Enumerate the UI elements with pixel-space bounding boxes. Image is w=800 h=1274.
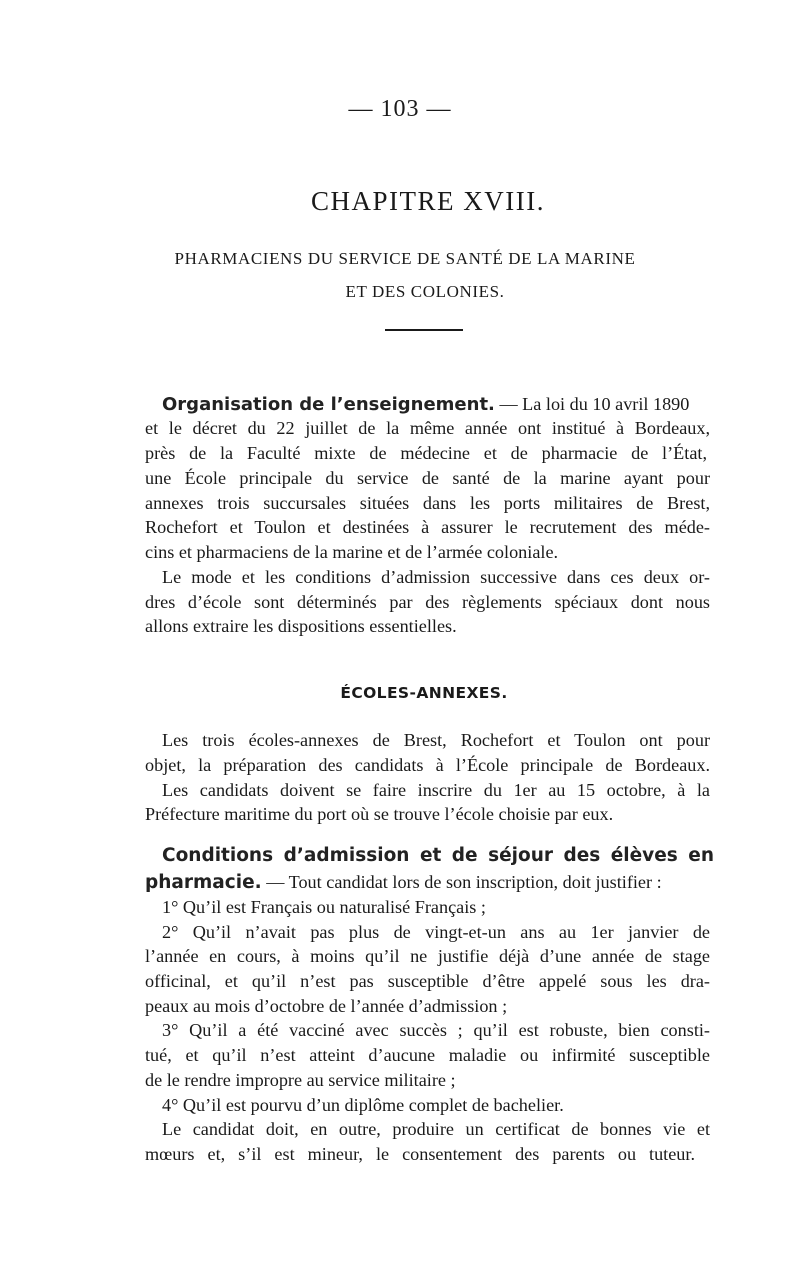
section3-first-line xyxy=(145,870,662,895)
chapter-subtitle-line-2: ET DES COLONIES. xyxy=(345,282,505,301)
section2-line-2: Les candidats doivent se faire inscrire du 1er au 15 octobre, à la xyxy=(162,780,710,800)
section3-line-7: tué, et qu’il n’est atteint d’aucune maladie ou infirmité susceptible xyxy=(145,1045,710,1065)
section3-heading-line-2: pharmacie. xyxy=(145,872,262,893)
section3-line-5: peaux au mois d’octobre de l’année d’admission ; xyxy=(145,996,508,1016)
section1-line-8: dres d’école sont déterminés par des règlements spéciaux dont nous xyxy=(145,592,710,612)
section3-heading-line-1: Conditions d’admission et de séjour des élèves en xyxy=(162,845,714,866)
section1-line-3: une École principale du service de santé de la marine ayant pour xyxy=(145,468,710,488)
section2-line-3: Préfecture maritime du port où se trouve l’école choisie par eux. xyxy=(145,804,614,824)
section3-line-10: Le candidat doit, en outre, produire un certificat de bonnes vie et xyxy=(162,1119,710,1139)
section1-line-4: annexes trois succursales situées dans les ports militaires de Brest, xyxy=(145,493,710,513)
section3-line-1: 1° Qu’il est Français ou naturalisé Français ; xyxy=(162,897,486,917)
section3-line-8: de le rendre impropre au service militaire ; xyxy=(145,1070,456,1090)
section2-heading: ÉCOLES-ANNEXES. xyxy=(340,684,508,702)
chapter-title: CHAPITRE XVIII. xyxy=(311,186,545,216)
chapter-subtitle-line-1: PHARMACIENS DU SERVICE DE SANTÉ DE LA MARINE xyxy=(174,249,636,268)
section1-line-2: près de la Faculté mixte de médecine et de pharmacie de l’État, xyxy=(145,443,707,463)
section3-line-9: 4° Qu’il est pourvu d’un diplôme complet de bachelier. xyxy=(162,1095,564,1115)
section1-line-5: Rochefort et Toulon et destinées à assurer le recrutement des méde- xyxy=(145,517,710,537)
section1-line-1: et le décret du 22 juillet de la même année ont institué à Bordeaux, xyxy=(145,418,710,438)
section1-line-7: Le mode et les conditions d’admission successive dans ces deux or- xyxy=(162,567,710,587)
section1-heading: Organisation de l’enseignement. xyxy=(162,394,495,415)
section3-line-2: 2° Qu’il n’avait pas plus de vingt-et-un ans au 1er janvier de xyxy=(162,922,710,942)
section1-first-line xyxy=(162,392,689,417)
section3-line-11: mœurs et, s’il est mineur, le consentement des parents ou tuteur. xyxy=(145,1144,695,1164)
title-divider xyxy=(385,329,463,331)
section1-line-6: cins et pharmaciens de la marine et de l’armée coloniale. xyxy=(145,542,559,562)
page-number: — 103 — xyxy=(348,96,452,122)
section3-line-3: l’année en cours, à moins qu’il ne justifie déjà d’une année de stage xyxy=(145,946,710,966)
section2-line-1: objet, la préparation des candidats à l’École principale de Bordeaux. xyxy=(145,755,710,775)
section3-line-0: — Tout candidat lors de son inscription, doit justifier : xyxy=(266,872,662,892)
section2-line-0: Les trois écoles-annexes de Brest, Rochefort et Toulon ont pour xyxy=(162,730,710,750)
section1-line-0: — La loi du 10 avril 1890 xyxy=(499,394,690,414)
section3-line-6: 3° Qu’il a été vacciné avec succès ; qu’il est robuste, bien consti- xyxy=(162,1020,710,1040)
section1-line-9: allons extraire les dispositions essentielles. xyxy=(145,616,457,636)
section3-line-4: officinal, et qu’il n’est pas susceptible d’être appelé sous les dra- xyxy=(145,971,710,991)
